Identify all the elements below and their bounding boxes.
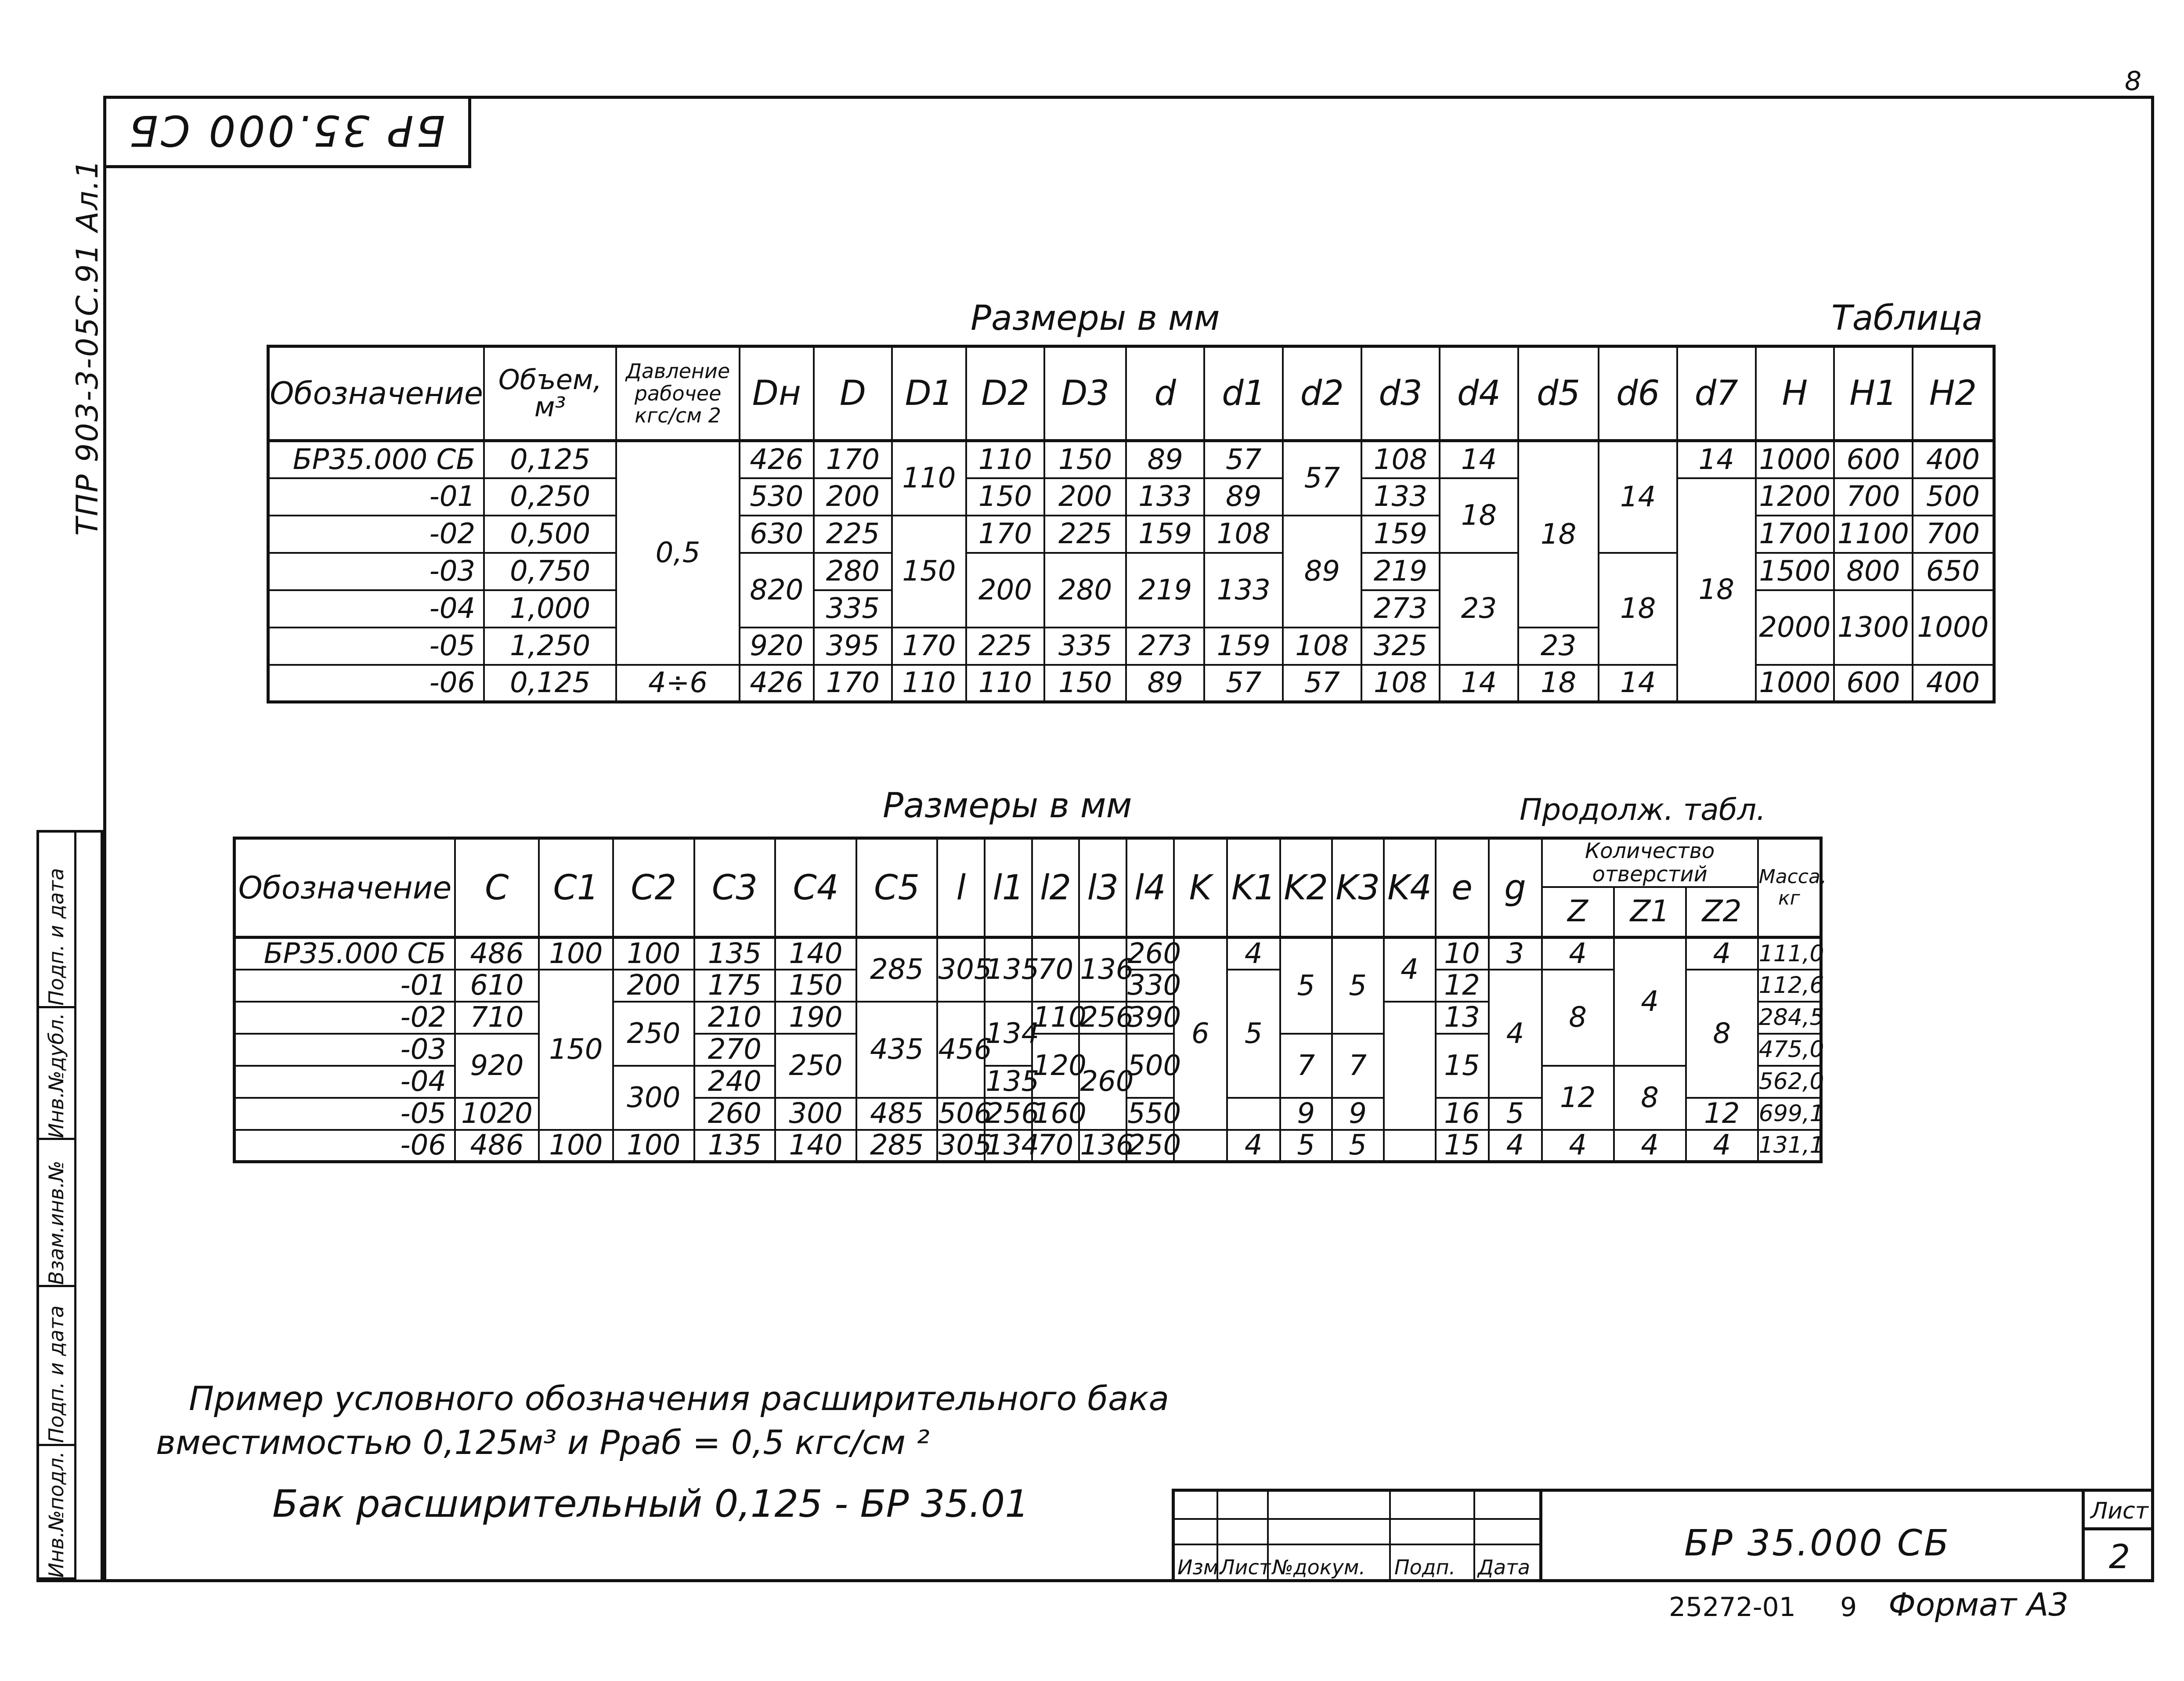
t1-cell: 219 xyxy=(1126,553,1205,628)
t2-cell: 140 xyxy=(775,1130,856,1162)
t1-h-d6: d6 xyxy=(1599,346,1677,441)
t2-cell: 5 xyxy=(1332,1130,1384,1162)
t1-cell: 108 xyxy=(1361,441,1440,478)
t2-cell: 256 xyxy=(986,1097,1040,1130)
t2-h-c3: C3 xyxy=(694,838,776,938)
t2-cell: 562,0 xyxy=(1758,1066,1821,1098)
t1-cell: 18 xyxy=(1440,478,1518,553)
t2-cell: 3 xyxy=(1489,938,1542,970)
t1-cell: 170 xyxy=(892,628,966,665)
t2-cell: 710 xyxy=(455,1002,539,1034)
footer-format: Формат А3 xyxy=(1888,1586,2069,1623)
t2-cell: 8 xyxy=(1542,970,1614,1066)
t1-cell: 920 xyxy=(740,628,814,665)
t2-cell: 4 xyxy=(1227,1130,1280,1162)
t1-cell: 57 xyxy=(1204,665,1283,702)
t1-cell: 133 xyxy=(1361,478,1440,516)
t2-h-c4: C4 xyxy=(775,838,856,938)
t1-cell: 18 xyxy=(1518,441,1599,628)
t2-cell: 260 xyxy=(694,1098,776,1130)
t2-cell: 920 xyxy=(455,1034,539,1098)
t1-cell: 110 xyxy=(892,441,966,516)
t2-cell: 135 xyxy=(985,938,1032,1002)
t2-cell: 1020 xyxy=(455,1098,539,1130)
t1-h-pressure: Давление рабочее кгс/см 2 xyxy=(616,346,740,441)
t2-h-g: g xyxy=(1489,838,1542,938)
t1-cell: 14 xyxy=(1440,441,1518,478)
note-line-2: вместимостью 0,125м³ и Рраб = 0,5 кгс/см ² xyxy=(156,1423,930,1462)
t1-cell: 200 xyxy=(814,478,892,516)
t2-cell: 135 xyxy=(694,1130,776,1162)
t1-cell: 150 xyxy=(1044,441,1126,478)
t2-cell: 15 xyxy=(1436,1130,1489,1162)
tb-head-podp: Подп. xyxy=(1394,1555,1456,1579)
t2-cell: 250 xyxy=(1127,1129,1181,1162)
t1-h-d1-big: D1 xyxy=(892,346,966,441)
t2-cell: 4 xyxy=(1489,970,1542,1098)
t1-cell: 0,250 xyxy=(484,478,616,516)
t1-cell: 159 xyxy=(1361,516,1440,553)
t2-cell: 10 xyxy=(1436,938,1489,970)
table1-caption-sizes: Размеры в мм xyxy=(971,299,1220,338)
stamp-code-rotated: БР 35.000 СБ xyxy=(126,106,445,155)
t1-cell: 2000 xyxy=(1756,590,1834,665)
t2-cell: 250 xyxy=(775,1034,856,1098)
t2-cell: 550 xyxy=(1127,1097,1181,1130)
t1-cell: 14 xyxy=(1677,441,1756,478)
t2-cell: 4 xyxy=(1542,938,1614,970)
t1-cell: 820 xyxy=(740,553,814,628)
t2-cell: 150 xyxy=(539,970,613,1130)
t1-cell: 280 xyxy=(814,553,892,590)
t2-cell: 135 xyxy=(694,938,776,970)
t1-cell: 530 xyxy=(740,478,814,516)
t2-cell: 4 xyxy=(1227,938,1280,970)
vertical-project-code: ТПР 903-3-05С.91 Ал.1 xyxy=(70,158,105,536)
t1-cell: 200 xyxy=(966,553,1045,628)
t1-cell: 225 xyxy=(1044,516,1126,553)
t2-row-label: -04 xyxy=(235,1066,455,1098)
t1-h-d2-big: D2 xyxy=(966,346,1045,441)
t1-cell: 57 xyxy=(1204,441,1283,478)
t1-cell: 1100 xyxy=(1834,516,1913,553)
t1-h-designation: Обозначение xyxy=(268,346,484,441)
t2-cell: 6 xyxy=(1174,938,1227,1130)
strip-inv-podl: Инв.№подл. xyxy=(39,1446,74,1580)
t2-h-k4: K4 xyxy=(1384,838,1436,938)
t2-cell: 285 xyxy=(856,938,938,1002)
t2-cell: 305 xyxy=(937,938,985,1002)
table2-caption-sizes: Размеры в мм xyxy=(883,786,1132,826)
t2-cell: 175 xyxy=(694,970,776,1002)
t1-cell: 159 xyxy=(1204,628,1283,665)
t1-cell: 400 xyxy=(1913,441,1994,478)
t1-cell: 108 xyxy=(1204,516,1283,553)
t1-cell: 18 xyxy=(1518,665,1599,702)
t1-h-d3-big: D3 xyxy=(1044,346,1126,441)
t1-cell: 170 xyxy=(814,665,892,702)
t2-cell: 140 xyxy=(775,938,856,970)
t2-cell: 486 xyxy=(455,1130,539,1162)
t2-cell: 699,1 xyxy=(1758,1098,1821,1130)
t2-cell: 5 xyxy=(1280,938,1332,1034)
t2-cell: 260 xyxy=(1127,937,1181,970)
t1-cell: 650 xyxy=(1913,553,1994,590)
t1-cell: 335 xyxy=(814,590,892,628)
t2-cell: 5 xyxy=(1280,1130,1332,1162)
t1-h-d-big: D xyxy=(814,346,892,441)
sheet-value: 2 xyxy=(2108,1537,2130,1576)
t1-cell: 225 xyxy=(814,516,892,553)
table1-caption-table: Таблица xyxy=(1831,299,1983,338)
t1-row-label: -06 xyxy=(268,665,484,702)
t2-h-c2: C2 xyxy=(613,838,694,938)
t1-cell: 108 xyxy=(1361,665,1440,702)
t2-cell: 506 xyxy=(938,1097,992,1130)
t1-cell: 133 xyxy=(1204,553,1283,628)
t2-cell xyxy=(1384,1130,1436,1162)
tb-head-data: Дата xyxy=(1478,1555,1531,1579)
t1-h-d3: d3 xyxy=(1361,346,1440,441)
sheet-label: Лист xyxy=(2085,1492,2154,1530)
t1-cell: 89 xyxy=(1126,441,1205,478)
t1-cell: 4÷6 xyxy=(616,665,740,702)
t2-cell: 150 xyxy=(775,970,856,1002)
t1-cell: 0,125 xyxy=(484,441,616,478)
footer-copy: 9 xyxy=(1840,1592,1857,1623)
t2-cell: 260 xyxy=(1079,1034,1126,1130)
t1-cell: 0,5 xyxy=(616,441,740,665)
t2-cell: 5 xyxy=(1332,938,1384,1034)
t2-cell: 190 xyxy=(775,1002,856,1034)
t1-cell: 89 xyxy=(1283,516,1361,628)
t2-cell: 305 xyxy=(938,1129,992,1162)
t2-cell: 100 xyxy=(613,938,694,970)
t2-cell xyxy=(1227,1098,1280,1130)
t2-cell: 134 xyxy=(985,1002,1032,1066)
t1-h-d4: d4 xyxy=(1440,346,1518,441)
t1-cell: 426 xyxy=(740,665,814,702)
t2-row-label: БР35.000 СБ xyxy=(235,938,455,970)
t2-cell: 100 xyxy=(613,1130,694,1162)
t2-cell xyxy=(1174,1130,1227,1162)
t1-cell: 280 xyxy=(1044,553,1126,628)
t1-h-d2: d2 xyxy=(1283,346,1361,441)
t1-cell: 1300 xyxy=(1834,590,1913,665)
t2-row-label: -03 xyxy=(235,1034,455,1066)
top-left-stamp xyxy=(103,96,471,168)
t1-cell: 1200 xyxy=(1756,478,1834,516)
t1-row-label: -05 xyxy=(268,628,484,665)
t2-cell: 5 xyxy=(1227,970,1280,1098)
t1-cell: 150 xyxy=(966,478,1045,516)
t2-cell: 250 xyxy=(613,1002,694,1066)
title-block-code: БР 35.000 СБ xyxy=(1684,1522,1951,1564)
t1-cell: 110 xyxy=(966,665,1045,702)
footer-number: 25272-01 xyxy=(1669,1592,1796,1623)
t1-cell: 108 xyxy=(1283,628,1361,665)
t1-cell: 14 xyxy=(1440,665,1518,702)
t2-h-k: K xyxy=(1174,838,1227,938)
t1-cell: 150 xyxy=(892,516,966,628)
t2-h-e: e xyxy=(1436,838,1489,938)
t1-cell: 57 xyxy=(1283,665,1361,702)
t2-cell: 131,1 xyxy=(1758,1130,1821,1162)
t1-cell: 335 xyxy=(1044,628,1126,665)
t2-cell: 7 xyxy=(1280,1034,1332,1098)
t1-cell: 18 xyxy=(1599,553,1677,665)
t2-cell: 4 xyxy=(1686,1130,1758,1162)
t2-cell: 4 xyxy=(1384,938,1436,1002)
t2-cell: 240 xyxy=(694,1066,776,1098)
t2-cell: 210 xyxy=(694,1002,776,1034)
t2-h-k2: K2 xyxy=(1280,838,1332,938)
t1-row-label: -01 xyxy=(268,478,484,516)
t1-h-d1: d1 xyxy=(1204,346,1283,441)
t2-cell: 4 xyxy=(1542,1130,1614,1162)
t2-cell: 270 xyxy=(694,1034,776,1066)
t2-cell: 70 xyxy=(1032,1130,1079,1162)
strip-vzam-inv: Взам.инв.№ xyxy=(39,1140,74,1287)
t2-h-l4: l4 xyxy=(1126,838,1174,938)
t1-h-d5: d5 xyxy=(1518,346,1599,441)
t2-cell: 112,6 xyxy=(1758,970,1821,1002)
left-signature-strip xyxy=(36,830,103,1582)
table1 xyxy=(267,345,1996,703)
t2-h-c: C xyxy=(455,838,539,938)
t1-h-h2: H2 xyxy=(1913,346,1994,441)
t2-cell: 100 xyxy=(539,1130,613,1162)
t2-cell: 330 xyxy=(1127,969,1181,1002)
t2-cell: 435 xyxy=(856,1002,938,1098)
t1-cell: 1500 xyxy=(1756,553,1834,590)
t2-cell: 9 xyxy=(1332,1098,1384,1130)
t2-cell: 256 xyxy=(1080,1001,1134,1034)
t1-cell: 600 xyxy=(1834,441,1913,478)
t1-cell: 110 xyxy=(892,665,966,702)
t2-cell: 13 xyxy=(1436,1002,1489,1034)
t1-cell: 133 xyxy=(1126,478,1205,516)
table2-caption-cont: Продолж. табл. xyxy=(1520,793,1766,827)
t2-cell: 12 xyxy=(1436,970,1489,1002)
t2-h-designation: Обозначение xyxy=(235,838,455,938)
t2-row-label: -01 xyxy=(235,970,455,1002)
t2-cell: 134 xyxy=(986,1129,1040,1162)
strip-podp-data-1: Подп. и дата xyxy=(39,1287,74,1446)
note-line-1: Пример условного обозначения расширительного бака xyxy=(189,1379,1170,1418)
t1-cell: 219 xyxy=(1361,553,1440,590)
t2-cell: 500 xyxy=(1126,1034,1174,1098)
t1-cell: 1000 xyxy=(1756,665,1834,702)
t2-cell: 4 xyxy=(1614,938,1686,1066)
t2-cell: 4 xyxy=(1489,1130,1542,1162)
t1-cell: 500 xyxy=(1913,478,1994,516)
t2-h-l1: l1 xyxy=(985,838,1032,938)
t1-cell: 159 xyxy=(1126,516,1205,553)
t1-cell: 600 xyxy=(1834,665,1913,702)
t2-cell: 135 xyxy=(986,1065,1040,1098)
t2-cell: 5 xyxy=(1489,1098,1542,1130)
t1-cell: 273 xyxy=(1126,628,1205,665)
t2-cell: 390 xyxy=(1127,1001,1181,1034)
t2-cell: 7 xyxy=(1332,1034,1384,1098)
t1-h-volume: Объем, м³ xyxy=(484,346,616,441)
t2-cell: 100 xyxy=(539,938,613,970)
t2-cell: 486 xyxy=(455,938,539,970)
t1-cell: 1700 xyxy=(1756,516,1834,553)
t2-cell: 200 xyxy=(613,970,694,1002)
title-block-grid xyxy=(1175,1492,1539,1582)
t2-h-z1: Z1 xyxy=(1614,887,1686,938)
t1-cell: 400 xyxy=(1913,665,1994,702)
t1-cell: 89 xyxy=(1204,478,1283,516)
t2-h-l2: l2 xyxy=(1032,838,1079,938)
t1-cell: 14 xyxy=(1599,441,1677,553)
t1-h-h: H xyxy=(1756,346,1834,441)
t1-cell: 150 xyxy=(1044,665,1126,702)
t1-cell: 1000 xyxy=(1756,441,1834,478)
t2-row-label: -02 xyxy=(235,1002,455,1034)
t1-cell: 700 xyxy=(1913,516,1994,553)
tb-head-list: Лист xyxy=(1220,1555,1271,1579)
t2-cell: 456 xyxy=(937,1002,985,1098)
t1-cell: 18 xyxy=(1677,478,1756,702)
t1-cell: 14 xyxy=(1599,665,1677,702)
t2-h-l3: l3 xyxy=(1079,838,1126,938)
title-block-sheet xyxy=(2082,1492,2154,1582)
t1-cell: 23 xyxy=(1440,553,1518,665)
t1-cell: 110 xyxy=(966,441,1045,478)
t1-cell: 273 xyxy=(1361,590,1440,628)
t1-cell: 800 xyxy=(1834,553,1913,590)
strip-inv-dubl: Инв.№дубл. xyxy=(39,1008,74,1140)
t1-cell: 395 xyxy=(814,628,892,665)
page-number: 8 xyxy=(2125,66,2142,97)
t2-h-holes-count: Количество отверстий xyxy=(1542,838,1758,887)
t1-cell: 170 xyxy=(966,516,1045,553)
t2-cell: 284,5 xyxy=(1758,1002,1821,1034)
t1-cell: 170 xyxy=(814,441,892,478)
t1-cell: 700 xyxy=(1834,478,1913,516)
t2-cell xyxy=(1384,1002,1436,1130)
t2-cell: 110 xyxy=(1032,1001,1087,1034)
t2-h-c5: C5 xyxy=(856,838,938,938)
t1-cell: 426 xyxy=(740,441,814,478)
t1-row-label: -04 xyxy=(268,590,484,628)
tb-head-izm: Изм. xyxy=(1177,1555,1225,1579)
t2-cell: 12 xyxy=(1542,1066,1614,1130)
t1-cell: 225 xyxy=(966,628,1045,665)
t1-cell: 1,250 xyxy=(484,628,616,665)
t1-cell: 0,125 xyxy=(484,665,616,702)
t2-cell: 4 xyxy=(1614,1130,1686,1162)
t2-h-z2: Z2 xyxy=(1686,887,1758,938)
t2-cell: 12 xyxy=(1686,1098,1758,1130)
t1-cell: 57 xyxy=(1283,441,1361,516)
t1-cell: 1,000 xyxy=(484,590,616,628)
t1-cell: 200 xyxy=(1044,478,1126,516)
t1-cell: 1000 xyxy=(1913,590,1994,665)
t1-cell: 0,500 xyxy=(484,516,616,553)
t2-row-label: -05 xyxy=(235,1098,455,1130)
t1-cell: 23 xyxy=(1518,628,1599,665)
t1-h-d7: d7 xyxy=(1677,346,1756,441)
t1-cell: 0,750 xyxy=(484,553,616,590)
t1-row-label: -03 xyxy=(268,553,484,590)
t2-h-mass: Масса, кг xyxy=(1758,838,1821,938)
t2-cell: 70 xyxy=(1032,938,1079,1002)
t2-cell: 610 xyxy=(455,970,539,1002)
t2-h-z: Z xyxy=(1542,887,1614,938)
t1-h-d: d xyxy=(1126,346,1205,441)
t2-h-c1: C1 xyxy=(539,838,613,938)
t1-cell: 630 xyxy=(740,516,814,553)
t1-h-dn: Dн xyxy=(740,346,814,441)
t2-row-label: -06 xyxy=(235,1130,455,1162)
t2-cell: 475,0 xyxy=(1758,1034,1821,1066)
t2-h-l: l xyxy=(937,838,985,938)
t2-cell: 9 xyxy=(1280,1098,1332,1130)
t2-cell: 4 xyxy=(1686,938,1758,970)
title-block xyxy=(1172,1489,2154,1582)
t2-cell: 285 xyxy=(856,1130,938,1162)
t2-cell: 8 xyxy=(1614,1066,1686,1130)
t2-cell: 485 xyxy=(856,1098,938,1130)
t2-cell: 111,0 xyxy=(1758,938,1821,970)
t2-h-k1: K1 xyxy=(1227,838,1280,938)
t2-cell: 300 xyxy=(613,1066,694,1130)
tb-head-doc: №докум. xyxy=(1272,1555,1366,1579)
t1-cell: 89 xyxy=(1126,665,1205,702)
t2-cell: 136 xyxy=(1079,938,1126,1002)
table2 xyxy=(233,837,1827,1163)
t2-cell: 15 xyxy=(1436,1034,1489,1098)
t2-cell: 8 xyxy=(1686,970,1758,1098)
t1-row-label: -02 xyxy=(268,516,484,553)
strip-podp-data-2: Подп. и дата xyxy=(39,833,74,1008)
note-line-3: Бак расширительный 0,125 - БР 35.01 xyxy=(272,1482,1029,1526)
t1-row-label: БР35.000 СБ xyxy=(268,441,484,478)
t2-h-k3: K3 xyxy=(1332,838,1384,938)
t2-cell: 160 xyxy=(1032,1097,1087,1130)
t1-h-h1: H1 xyxy=(1834,346,1913,441)
t2-cell: 300 xyxy=(775,1098,856,1130)
t1-cell: 325 xyxy=(1361,628,1440,665)
t2-cell: 136 xyxy=(1080,1129,1134,1162)
t2-cell: 16 xyxy=(1436,1098,1489,1130)
t2-cell: 120 xyxy=(1032,1034,1079,1098)
